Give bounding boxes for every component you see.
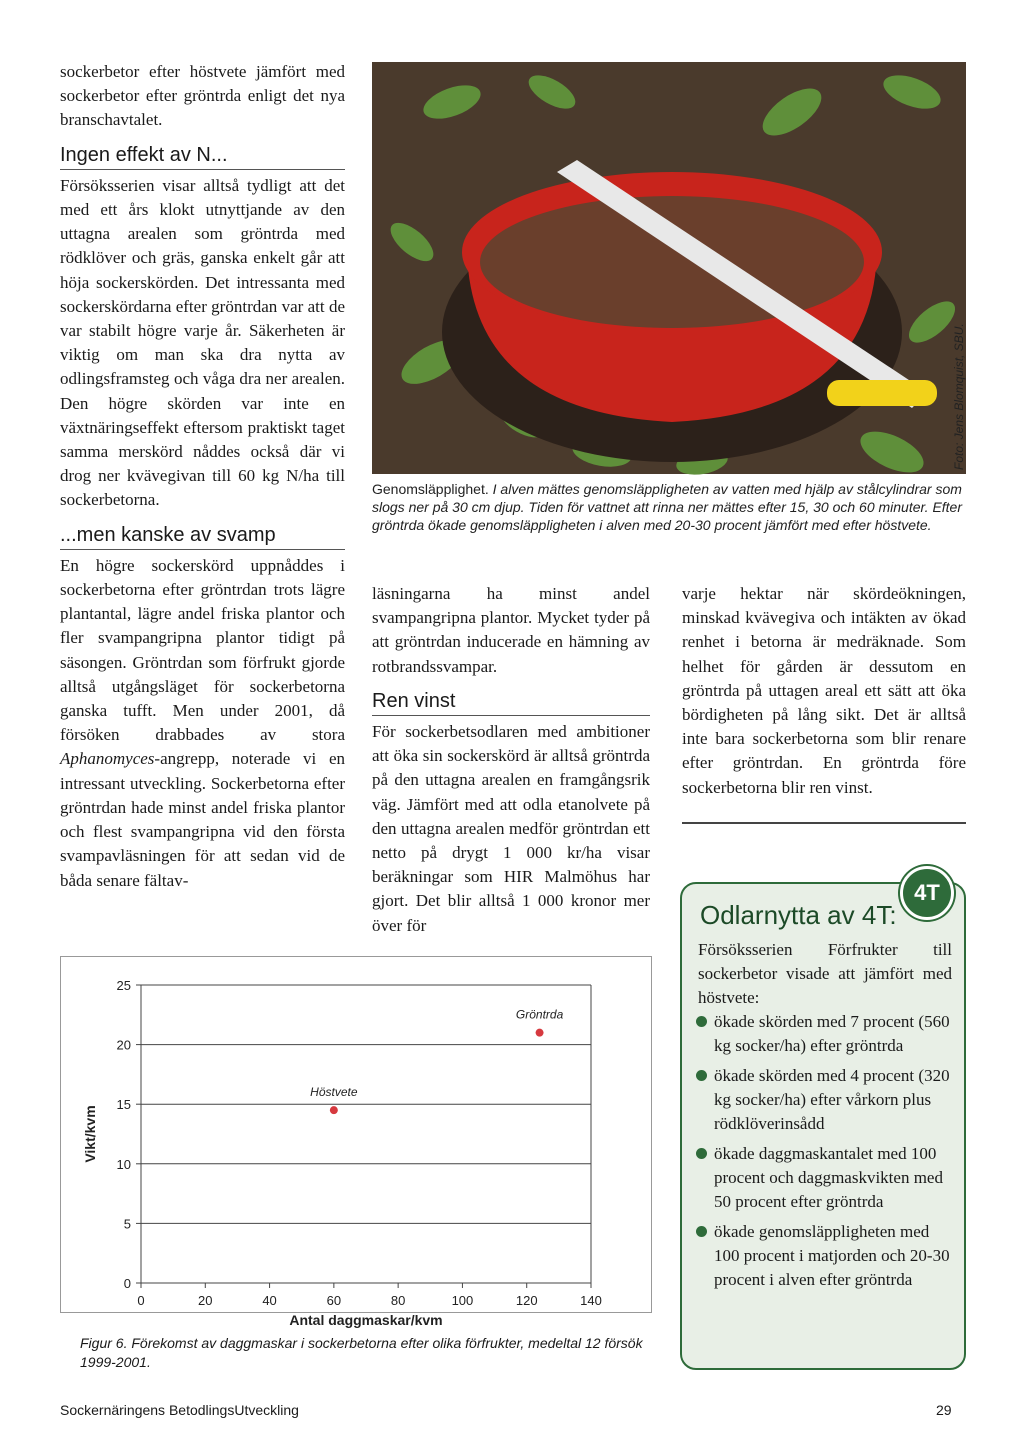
- data-point: [330, 1106, 338, 1114]
- chart-caption: Figur 6. Förekomst av daggmaskar i sockerbetorna efter olika förfrukter, medeltal 12 försök 1999-2001.: [80, 1335, 643, 1370]
- paragraph-ren-vinst: För sockerbetsodlaren med ambitioner att öka sin sockerskörd är alltså gröntrda på den uttagna arealen en framgångsrik väg. Jämfört med att odla etanolvete på den uttagna arealen medför gröntrdan ett netto på drygt 1 000 kr/ha visar beräkningar som HIR Malmöhus har gjort. Det blir alltså 1 000 kronor mer över för: [372, 722, 650, 935]
- heading-svamp: ...men kanske av svamp: [60, 523, 345, 550]
- paragraph-ingen-effekt: Försöksserien visar alltså tydligt att det med ett års klokt utnyttjande av den uttagna arealen som gröntrda med rödklöver och gräs, ganska enkelt går att höja sockerskörden. Det intressanta med sockerskördarna efter gröntrdan var att de var stabilt högre varje år. Säkerheten är viktig om man ska dra nytta av odlingsframsteg och våga dra ner arealen. Den högre skörden var inte en växtnäringseffekt eftersom praktiskt taget samma merskörd nåddes också där vi drog ner kvävegivan till 60 kg N/ha till sockerbetorna.: [60, 175, 345, 510]
- list-item: ökade skörden med 7 procent (560 kg socker/ha) efter gröntrda: [696, 1010, 954, 1058]
- list-item: ökade daggmaskantalet med 100 procent och daggmaskvikten med 50 procent efter gröntrda: [696, 1142, 954, 1214]
- sidebar-list: [696, 1010, 954, 1298]
- x-tick-label: 120: [515, 1293, 538, 1308]
- x-axis-label: Antal daggmaskar/kvm: [289, 1312, 443, 1328]
- paragraph-lasningarna: läsningarna ha minst andel svampangripna plantor. Mycket tyder på att gröntrdan inducerade en hämning av rotbrandssvampar.: [372, 584, 650, 676]
- y-tick-label: 25: [116, 978, 131, 993]
- x-tick-label: 140: [580, 1293, 602, 1308]
- data-point: [536, 1029, 544, 1037]
- list-item: ökade genomsläppligheten med 100 procent i matjorden och 20-30 procent i alven efter gröntrda: [696, 1220, 954, 1292]
- x-tick-label: 100: [451, 1293, 474, 1308]
- footer-publisher: Sockernäringens BetodlingsUtveckling: [60, 1402, 299, 1418]
- intro-paragraph: sockerbetor efter höstvete jämfört med sockerbetor efter gröntrda enligt det nya branschavtalet.: [60, 62, 345, 130]
- photo-credit: [952, 450, 966, 470]
- column-end-rule: [682, 822, 966, 824]
- column-right: [682, 582, 966, 800]
- sidebar-title: Odlarnytta av 4T:: [700, 900, 897, 930]
- ruler-handle: [827, 380, 937, 406]
- y-tick-label: 5: [123, 1216, 131, 1232]
- bullet-icon: [696, 1226, 707, 1237]
- paragraph-varje-hektar: varje hektar när skördeökningen, minskad kvävegiva och intäkten av ökad renhet i betorna är medräknade. Som helhet för gården är dessutom en gröntrda på uttagen areal ett sätt att öka bördigheten på lång sikt. Det är alltså inte bara sockerbetorna som blir renare efter gröntrdan. En gröntrda före sockerbetorna blir ren vinst.: [682, 584, 966, 797]
- column-left: [60, 60, 345, 893]
- bullet-icon: [696, 1070, 707, 1081]
- heading-ingen-effekt: Ingen effekt av N...: [60, 143, 345, 170]
- x-tick-label: 20: [198, 1293, 213, 1308]
- bullet-icon: [696, 1016, 707, 1027]
- y-tick-label: 0: [123, 1276, 131, 1291]
- x-tick-label: 40: [262, 1293, 277, 1308]
- heading-ren-vinst: Ren vinst: [372, 689, 650, 716]
- photo-caption: Genomsläpplighet. I alven mättes genomsläppligheten av vatten med hjälp av stålcylindrar som slogs ner på 30 cm djup. Tiden för vattnet att rinna ner mättes efter 15, 30 och 60 minuter. Efter gröntrda ökade genomsläppligheten i alven med 20-30 procent jämfört med efter höstvete.: [372, 481, 963, 533]
- data-point-label: Höstvete: [310, 1085, 358, 1100]
- sidebar-odlarnytta: [680, 882, 966, 1370]
- page-number: 29: [936, 1402, 952, 1418]
- water-surface: [480, 196, 864, 328]
- data-point-label: Gröntrda: [515, 1007, 564, 1022]
- column-middle: [372, 582, 650, 938]
- photo-permeability-measurement: [372, 62, 966, 474]
- bullet-icon: [696, 1148, 707, 1159]
- x-tick-label: 80: [390, 1293, 406, 1308]
- chart-earthworm: [60, 956, 652, 1328]
- list-item: ökade skörden med 4 procent (320 kg socker/ha) efter vårkorn plus rödklöverinsådd: [696, 1064, 954, 1136]
- x-tick-label: 0: [137, 1293, 145, 1308]
- chart-canvas: [61, 957, 651, 1328]
- sidebar-intro: Försöksserien Förfrukter till sockerbetor visade att jämfört med höstvete:: [698, 940, 952, 1007]
- y-tick-label: 20: [116, 1037, 131, 1053]
- paragraph-svamp: En högre sockerskörd uppnåddes i sockerbetorna efter gröntrdan trots lägre plantantal, lägre andel friska plantor och fler svampangripna plantor tidigt på säsongen. Gröntrdan som förfrukt gjorde alltså utgångsläget för sockerbetorna ganska tufft. Men under 2001, då försöken drabbades av stora Aphanomyces-angrepp, noterade vi en intressant utveckling. Sockerbetorna efter gröntrdan hade minst andel friska plantor och flest svampangripna vid den första svampavläsningen för att sedan vid de båda senare fältav-: [60, 555, 345, 890]
- y-tick-label: 10: [116, 1156, 131, 1172]
- y-axis-label: Vikt/kvm: [82, 1105, 98, 1163]
- y-tick-label: 15: [116, 1097, 131, 1113]
- badge-4t-icon: 4T: [900, 866, 954, 920]
- x-tick-label: 60: [326, 1293, 342, 1308]
